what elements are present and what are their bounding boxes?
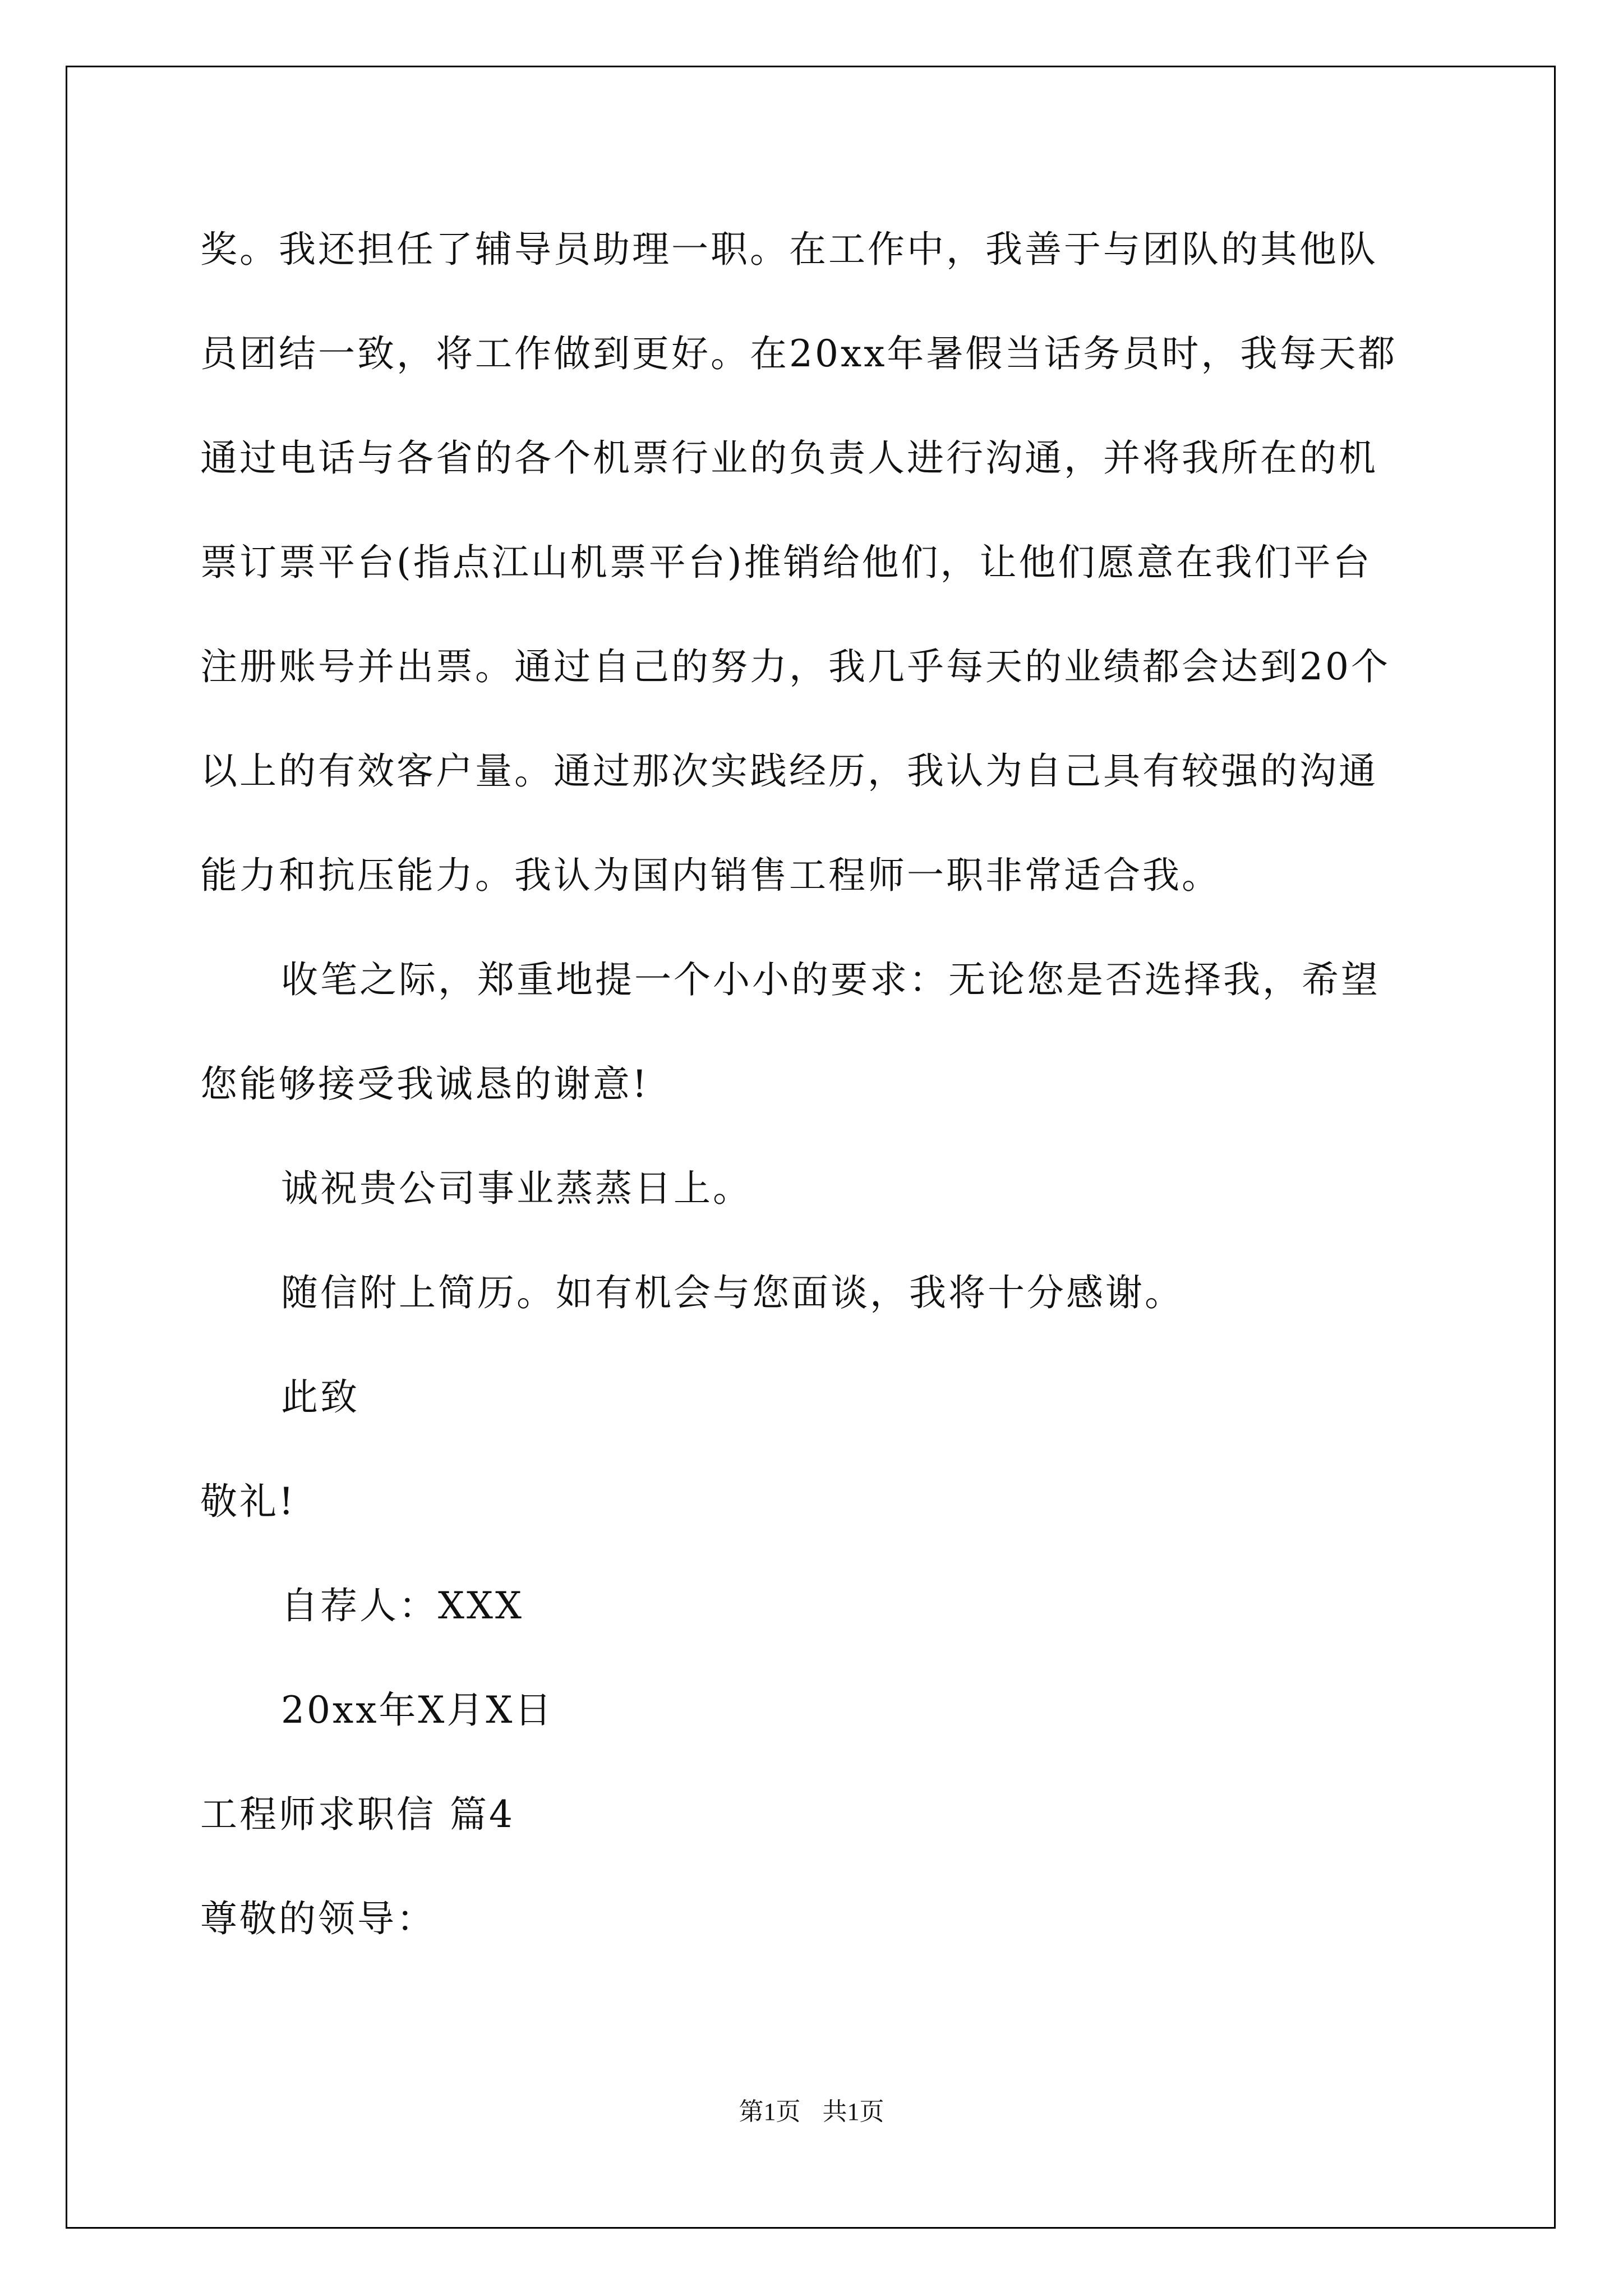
signature: 自荐人：XXX xyxy=(281,1584,524,1627)
date: 20xx年X月X日 xyxy=(281,1688,554,1732)
page-number: 第1页 xyxy=(739,2098,801,2125)
salutation-regards: 敬礼! xyxy=(200,1480,296,1523)
paragraph-line: 注册账号并出票。通过自己的努力，我几乎每天的业绩都会达到20个 xyxy=(200,645,1390,688)
paragraph-line: 票订票平台(指点江山机票平台)推销给他们，让他们愿意在我们平台 xyxy=(200,541,1372,584)
page-total: 共1页 xyxy=(822,2098,884,2125)
section-heading: 工程师求职信 篇4 xyxy=(200,1793,515,1836)
closing-paragraph-line: 您能够接受我诚恳的谢意! xyxy=(200,1062,649,1106)
attachment-note: 随信附上简历。如有机会与您面谈，我将十分感谢。 xyxy=(281,1271,1184,1314)
paragraph-line: 奖。我还担任了辅导员助理一职。在工作中，我善于与团队的其他队 xyxy=(200,228,1378,271)
paragraph-line: 通过电话与各省的各个机票行业的负责人进行沟通，并将我所在的机 xyxy=(200,436,1378,480)
greeting: 尊敬的领导： xyxy=(200,1897,436,1940)
paragraph-line: 以上的有效客户量。通过那次实践经历，我认为自己具有较强的沟通 xyxy=(200,749,1378,793)
paragraph-line: 能力和抗压能力。我认为国内销售工程师一职非常适合我。 xyxy=(200,854,1221,897)
page-footer xyxy=(0,2095,1623,2129)
wishes-line: 诚祝贵公司事业蒸蒸日上。 xyxy=(281,1167,752,1210)
paragraph-line: 员团结一致，将工作做到更好。在20xx年暑假当话务员时，我每天都 xyxy=(200,332,1398,375)
closing-paragraph-line: 收笔之际，郑重地提一个小小的要求：无论您是否选择我，希望 xyxy=(281,958,1380,1001)
salutation-closing: 此致 xyxy=(281,1375,359,1419)
document-body xyxy=(200,213,1423,1987)
